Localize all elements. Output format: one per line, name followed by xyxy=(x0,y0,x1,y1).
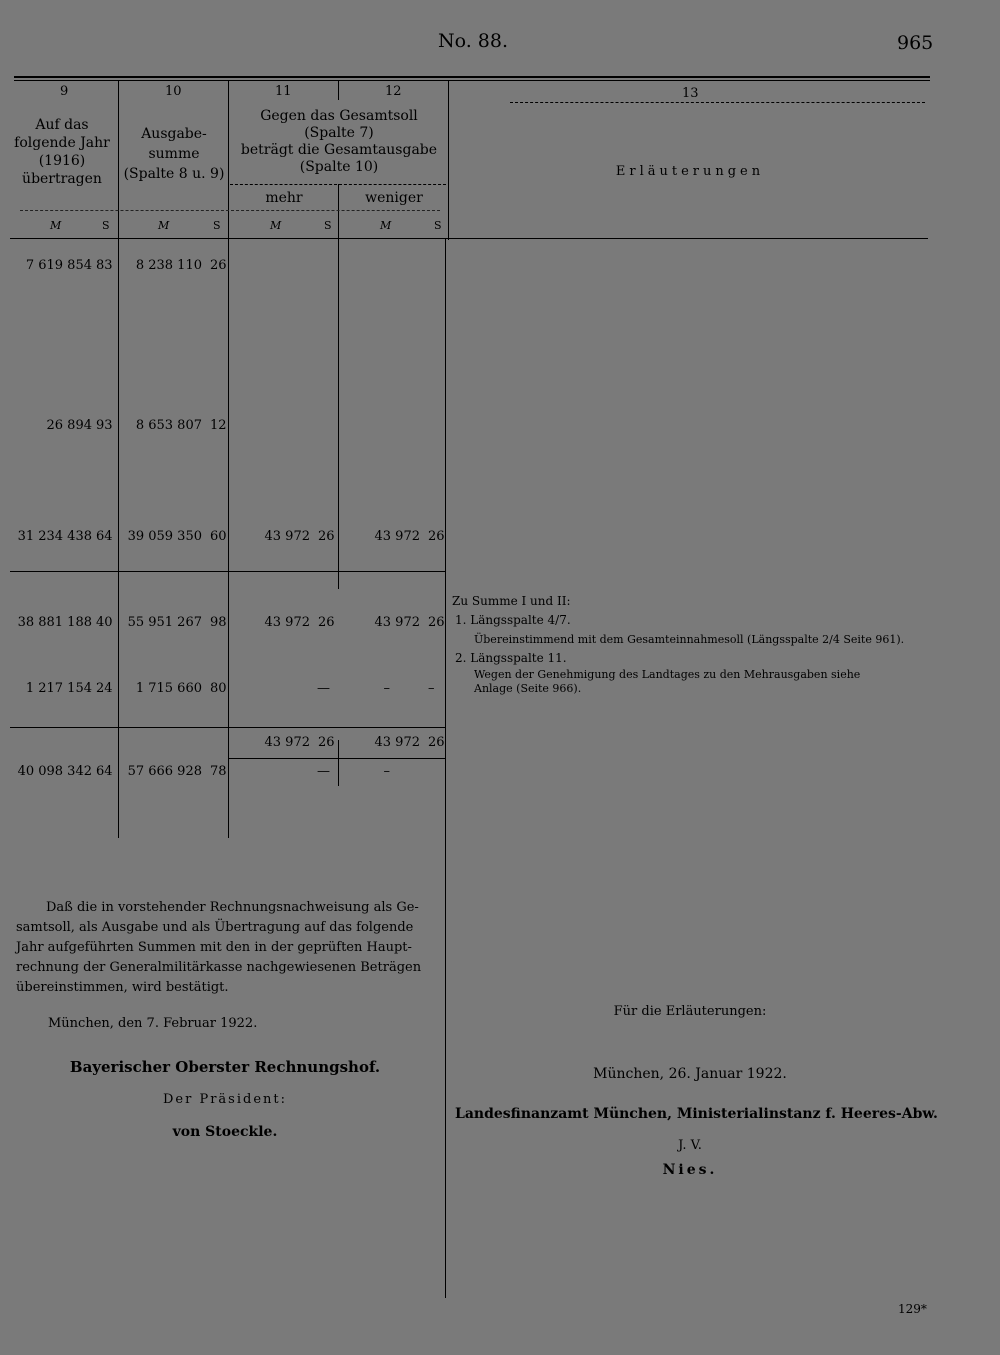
col-10-header-line: (Spalte 8 u. 9) xyxy=(123,166,225,182)
note-line: 2. Längsspalte 11. xyxy=(455,651,567,665)
cell-c10-pf: 12 xyxy=(210,418,227,433)
note-line: Wegen der Genehmigung des Landtages zu den Mehrausgaben siehe xyxy=(474,668,861,681)
unit-mark: M xyxy=(50,219,62,232)
cell-c10-pf: 78 xyxy=(210,764,227,779)
unit-pf: S xyxy=(434,219,442,232)
cell-c11-mark: — xyxy=(317,764,330,779)
cell-c9-pf: 83 xyxy=(96,258,113,273)
cell-c11-mark: 43 972 xyxy=(264,615,310,630)
col-9-header xyxy=(12,116,112,188)
cell-c12-mark: 43 972 xyxy=(374,615,420,630)
cell-c9-mark: 40 098 342 xyxy=(17,764,92,779)
cell-c11-pf: 26 xyxy=(318,735,335,750)
cell-c11-pf: 26 xyxy=(318,529,335,544)
col-11-subheader: mehr xyxy=(265,190,303,206)
certification-line: Daß die in vorstehender Rechnungsnachweisung als Ge- xyxy=(46,900,419,915)
col-11-12-header-line: beträgt die Gesamtausgabe xyxy=(240,142,438,158)
col-10-number: 10 xyxy=(165,84,182,99)
col-12-subheader: weniger xyxy=(365,190,423,206)
certification-line: Jahr aufgeführten Summen mit den in der geprüften Haupt- xyxy=(16,940,412,955)
cell-c11-mark: 43 972 xyxy=(264,529,310,544)
col-11-12-header-line: (Spalte 7) xyxy=(304,125,374,141)
explanations-authority: Landesfinanzamt München, Ministerialinstanz f. Heeres-Abw. xyxy=(455,1106,938,1122)
certification-line: übereinstimmen, wird bestätigt. xyxy=(16,980,229,995)
cell-c10-mark: 39 059 350 xyxy=(127,529,202,544)
cell-c12-pf: 26 xyxy=(428,615,445,630)
certification-place-date: München, den 7. Februar 1922. xyxy=(48,1016,258,1031)
page-header-number: No. 88. xyxy=(438,30,509,52)
unit-pf: S xyxy=(102,219,110,232)
cell-c9-pf: 93 xyxy=(96,418,113,433)
unit-mark: M xyxy=(380,219,392,232)
footer-mark: 129* xyxy=(898,1302,927,1316)
col-11-12-header-line: Gegen das Gesamtsoll xyxy=(260,108,418,124)
page-number: 965 xyxy=(897,32,934,54)
cell-c10-mark: 1 715 660 xyxy=(135,681,202,696)
cell-c9-mark: 31 234 438 xyxy=(17,529,92,544)
col-13-header: Erläuterungen xyxy=(615,164,765,179)
cell-c9-pf: 40 xyxy=(96,615,113,630)
cell-c9-mark: 26 894 xyxy=(46,418,92,433)
cell-c10-mark: 55 951 267 xyxy=(127,615,202,630)
cell-c9-mark: 7 619 854 xyxy=(25,258,92,273)
certification-authority: Bayerischer Oberster Rechnungshof. xyxy=(69,1058,381,1076)
explanatory-notes xyxy=(452,592,930,696)
col-9-header-line: Auf das xyxy=(35,117,89,133)
certification-line: samtsoll, als Ausgabe und als Übertragung auf das folgende xyxy=(16,920,414,935)
cell-c10-mark: 8 653 807 xyxy=(135,418,202,433)
col-9-header-line: folgende Jahr xyxy=(14,135,110,151)
unit-pf: S xyxy=(324,219,332,232)
col-10-header-line: summe xyxy=(148,146,200,162)
col-12-number: 12 xyxy=(385,84,402,99)
cell-c10-pf: 60 xyxy=(210,529,227,544)
col-10-header-line: Ausgabe- xyxy=(141,126,207,142)
cell-c10-pf: 26 xyxy=(210,258,227,273)
explanations-heading: Für die Erläuterungen: xyxy=(613,1004,767,1019)
cell-c10-pf: 80 xyxy=(210,681,227,696)
cell-c12-mark: – xyxy=(383,764,390,779)
unit-mark: M xyxy=(158,219,170,232)
cell-c11-mark: 43 972 xyxy=(264,735,310,750)
cell-c10-mark: 8 238 110 xyxy=(135,258,202,273)
note-line: Zu Summe I und II: xyxy=(452,594,571,608)
certification-line: rechnung der Generalmilitärkasse nachgewiesenen Beträgen xyxy=(16,960,422,975)
cell-c11-pf: 26 xyxy=(318,615,335,630)
col-11-12-header xyxy=(232,108,446,176)
note-line: Übereinstimmend mit dem Gesamteinnahmesoll (Längsspalte 2/4 Seite 961). xyxy=(474,633,905,646)
certification-signature: von Stoeckle. xyxy=(172,1124,278,1140)
cell-c9-pf: 24 xyxy=(96,681,113,696)
col-9-header-line: übertragen xyxy=(22,171,102,187)
col-9-number: 9 xyxy=(60,84,69,99)
cell-c9-mark: 1 217 154 xyxy=(25,681,92,696)
col-11-number: 11 xyxy=(275,84,292,99)
explanations-signature: Nies. xyxy=(662,1162,718,1178)
unit-pf: S xyxy=(213,219,221,232)
note-line: Anlage (Seite 966). xyxy=(474,682,582,695)
unit-mark: M xyxy=(270,219,282,232)
col-10-header xyxy=(120,124,228,184)
cell-c12-mark: 43 972 xyxy=(374,529,420,544)
explanations-place-date: München, 26. Januar 1922. xyxy=(593,1066,787,1082)
cell-c11-mark: — xyxy=(317,681,330,696)
cell-c12-mark: 43 972 xyxy=(374,735,420,750)
cell-c9-pf: 64 xyxy=(96,529,113,544)
col-13-number: 13 xyxy=(682,86,699,101)
cell-c12-pf: 26 xyxy=(428,735,445,750)
certification-role: Der Präsident: xyxy=(163,1092,287,1107)
col-9-header-line: (1916) xyxy=(38,153,86,169)
cell-c10-pf: 98 xyxy=(210,615,227,630)
explanations-iv: J. V. xyxy=(678,1138,702,1153)
col-11-12-header-line: (Spalte 10) xyxy=(299,159,379,175)
cell-c12-mark: – xyxy=(383,681,390,696)
cell-c9-pf: 64 xyxy=(96,764,113,779)
cell-c12-pf: – xyxy=(428,681,435,696)
cell-c9-mark: 38 881 188 xyxy=(17,615,92,630)
cell-c12-pf: 26 xyxy=(428,529,445,544)
cell-c10-mark: 57 666 928 xyxy=(127,764,202,779)
note-line: 1. Längsspalte 4/7. xyxy=(455,613,571,627)
certification-text xyxy=(16,898,436,998)
